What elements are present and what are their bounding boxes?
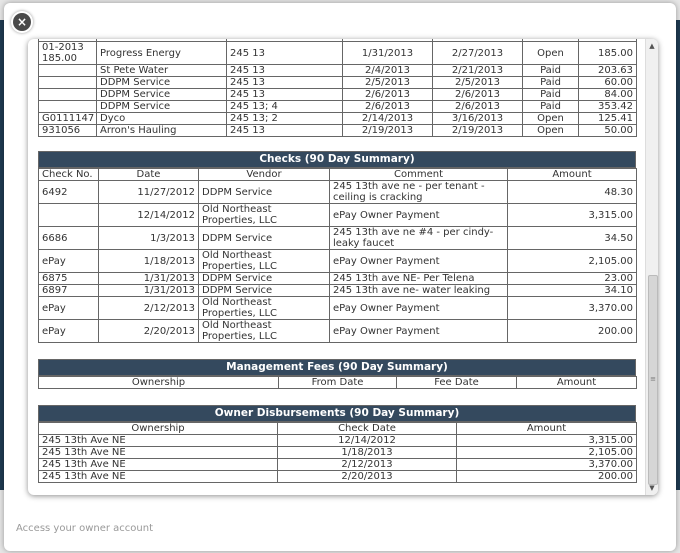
check-amount: 3,370.00 — [508, 297, 637, 320]
invoice-property: 245 13 — [227, 125, 343, 137]
check-number: ePay — [39, 250, 99, 273]
invoice-property: 245 13; 4 — [227, 101, 343, 113]
check-number: 6686 — [39, 227, 99, 250]
invoice-number — [39, 77, 97, 89]
column-header: Date — [99, 169, 199, 181]
invoice-property: 245 13; 2 — [227, 113, 343, 125]
owner-disbursements-table — [38, 422, 637, 483]
check-amount: 34.50 — [508, 227, 637, 250]
owner-report-modal — [4, 3, 676, 551]
scroll-down-arrow-icon[interactable]: ▼ — [649, 484, 655, 492]
invoice-date: 2/6/2013 — [343, 101, 433, 113]
table-row — [39, 447, 637, 459]
owner-disbursements-header-row — [39, 423, 637, 435]
table-row — [39, 42, 637, 65]
check-date: 2/20/2013 — [99, 320, 199, 343]
check-date: 12/14/2012 — [99, 204, 199, 227]
management-fees-table — [38, 376, 637, 389]
invoice-status: Open — [523, 125, 579, 137]
invoice-vendor: Arron's Hauling — [97, 125, 227, 137]
disbursement-ownership: 245 13th Ave NE — [39, 459, 278, 471]
disbursement-ownership: 245 13th Ave NE — [39, 435, 278, 447]
grip-icon: ≡ — [650, 375, 656, 383]
check-date: 1/18/2013 — [99, 250, 199, 273]
management-fees-title: Management Fees (90 Day Summary) — [38, 359, 636, 376]
invoice-due-date: 2/27/2013 — [433, 42, 523, 65]
check-date: 1/3/2013 — [99, 227, 199, 250]
checks-table — [38, 168, 637, 343]
invoice-date: 1/31/2013 — [343, 42, 433, 65]
invoice-number: G0111147 — [39, 113, 97, 125]
invoice-vendor: St Pete Water — [97, 65, 227, 77]
check-number — [39, 204, 99, 227]
management-fees-section — [38, 359, 636, 389]
invoice-amount: 185.00 — [579, 42, 637, 65]
check-vendor: DDPM Service — [199, 227, 330, 250]
checks-section — [38, 151, 636, 343]
invoice-property: 245 13 — [227, 65, 343, 77]
disbursement-check-date: 2/20/2013 — [278, 471, 457, 483]
disbursement-check-date: 1/18/2013 — [278, 447, 457, 459]
check-number: 6492 — [39, 181, 99, 204]
invoice-date: 2/19/2013 — [343, 125, 433, 137]
check-date: 2/12/2013 — [99, 297, 199, 320]
owner-disbursements-title: Owner Disbursements (90 Day Summary) — [38, 405, 636, 422]
table-row — [39, 77, 637, 89]
management-fees-header-row — [39, 377, 637, 389]
invoice-property: 245 13 — [227, 77, 343, 89]
check-comment: ePay Owner Payment — [330, 250, 508, 273]
check-vendor: Old Northeast Properties, LLC — [199, 320, 330, 343]
invoice-property: 245 13 — [227, 42, 343, 65]
check-comment: ePay Owner Payment — [330, 320, 508, 343]
check-comment: 245 13th ave ne #4 - per cindy- leaky faucet — [330, 227, 508, 250]
disbursement-check-date: 2/12/2013 — [278, 459, 457, 471]
invoice-status: Paid — [523, 101, 579, 113]
check-vendor: Old Northeast Properties, LLC — [199, 204, 330, 227]
check-vendor: Old Northeast Properties, LLC — [199, 297, 330, 320]
table-row — [39, 113, 637, 125]
check-comment: 245 13th ave ne- water leaking — [330, 285, 508, 297]
disbursement-amount: 200.00 — [457, 471, 637, 483]
table-row — [39, 89, 637, 101]
invoice-status: Paid — [523, 77, 579, 89]
invoice-due-date: 2/6/2013 — [433, 101, 523, 113]
column-header: Ownership — [39, 423, 278, 435]
report-scroll-area[interactable] — [28, 39, 646, 495]
column-header: Fee Date — [397, 377, 517, 389]
invoice-amount: 50.00 — [579, 125, 637, 137]
scroll-up-arrow-icon[interactable]: ▲ — [649, 42, 655, 50]
invoice-amount: 84.00 — [579, 89, 637, 101]
invoice-vendor: DDPM Service — [97, 77, 227, 89]
invoice-status: Paid — [523, 89, 579, 101]
owner-disbursements-section — [38, 405, 636, 483]
column-header: Ownership — [39, 377, 279, 389]
table-row — [39, 471, 637, 483]
invoice-date: 2/5/2013 — [343, 77, 433, 89]
check-number: 6875 — [39, 273, 99, 285]
invoice-date: 2/14/2013 — [343, 113, 433, 125]
check-vendor: DDPM Service — [199, 273, 330, 285]
check-vendor: Old Northeast Properties, LLC — [199, 250, 330, 273]
table-row — [39, 435, 637, 447]
invoice-amount: 60.00 — [579, 77, 637, 89]
check-date: 1/31/2013 — [99, 273, 199, 285]
table-row — [39, 459, 637, 471]
check-comment: ePay Owner Payment — [330, 204, 508, 227]
scrollbar-thumb[interactable] — [648, 275, 658, 485]
check-number: ePay — [39, 320, 99, 343]
column-header: Vendor — [199, 169, 330, 181]
invoice-date: 2/4/2013 — [343, 65, 433, 77]
table-row — [39, 204, 637, 227]
table-row — [39, 250, 637, 273]
column-header: Check No. — [39, 169, 99, 181]
check-amount: 48.30 — [508, 181, 637, 204]
check-vendor: DDPM Service — [199, 181, 330, 204]
check-number: ePay — [39, 297, 99, 320]
table-row — [39, 181, 637, 204]
disbursement-ownership: 245 13th Ave NE — [39, 471, 278, 483]
column-header: Amount — [508, 169, 637, 181]
invoice-amount: 353.42 — [579, 101, 637, 113]
check-vendor: DDPM Service — [199, 285, 330, 297]
check-date: 11/27/2012 — [99, 181, 199, 204]
disbursement-ownership: 245 13th Ave NE — [39, 447, 278, 459]
column-header: Amount — [517, 377, 637, 389]
invoices-table — [38, 39, 637, 137]
check-amount: 23.00 — [508, 273, 637, 285]
table-row — [39, 320, 637, 343]
footer-link-text[interactable]: Access your owner account — [16, 523, 153, 534]
table-row — [39, 65, 637, 77]
column-header: Check Date — [278, 423, 457, 435]
invoice-number — [39, 65, 97, 77]
check-amount: 200.00 — [508, 320, 637, 343]
check-number: 6897 — [39, 285, 99, 297]
check-amount: 2,105.00 — [508, 250, 637, 273]
disbursement-check-date: 12/14/2012 — [278, 435, 457, 447]
close-icon[interactable]: × — [13, 13, 31, 31]
column-header: From Date — [279, 377, 397, 389]
table-row — [39, 101, 637, 113]
column-header: Comment — [330, 169, 508, 181]
check-comment: ePay Owner Payment — [330, 297, 508, 320]
table-row — [39, 125, 637, 137]
check-comment: 245 13th ave NE- Per Telena — [330, 273, 508, 285]
invoice-property: 245 13 — [227, 89, 343, 101]
invoice-due-date: 3/16/2013 — [433, 113, 523, 125]
invoice-due-date: 2/21/2013 — [433, 65, 523, 77]
invoice-status: Open — [523, 113, 579, 125]
report-frame — [28, 39, 658, 495]
check-date: 1/31/2013 — [99, 285, 199, 297]
disbursement-amount: 3,370.00 — [457, 459, 637, 471]
invoice-number: 01-2013 185.00 — [39, 42, 97, 65]
invoice-date: 2/6/2013 — [343, 89, 433, 101]
disbursement-amount: 3,315.00 — [457, 435, 637, 447]
table-row — [39, 227, 637, 250]
vertical-scrollbar[interactable] — [645, 39, 658, 495]
invoice-due-date: 2/5/2013 — [433, 77, 523, 89]
check-amount: 34.10 — [508, 285, 637, 297]
table-row — [39, 297, 637, 320]
invoice-number: 931056 — [39, 125, 97, 137]
invoice-due-date: 2/6/2013 — [433, 89, 523, 101]
report-content — [38, 39, 636, 483]
invoice-number — [39, 101, 97, 113]
invoice-vendor: Dyco — [97, 113, 227, 125]
invoice-number — [39, 89, 97, 101]
table-row — [39, 285, 637, 297]
invoice-vendor: Progress Energy — [97, 42, 227, 65]
checks-header-row — [39, 169, 637, 181]
invoice-amount: 203.63 — [579, 65, 637, 77]
invoice-status: Paid — [523, 65, 579, 77]
column-header: Amount — [457, 423, 637, 435]
invoice-vendor: DDPM Service — [97, 101, 227, 113]
check-comment: 245 13th ave ne - per tenant - ceiling is cracking — [330, 181, 508, 204]
invoice-vendor: DDPM Service — [97, 89, 227, 101]
check-amount: 3,315.00 — [508, 204, 637, 227]
table-row — [39, 273, 637, 285]
invoice-amount: 125.41 — [579, 113, 637, 125]
checks-title: Checks (90 Day Summary) — [38, 151, 636, 168]
invoice-due-date: 2/19/2013 — [433, 125, 523, 137]
invoice-status: Open — [523, 42, 579, 65]
disbursement-amount: 2,105.00 — [457, 447, 637, 459]
